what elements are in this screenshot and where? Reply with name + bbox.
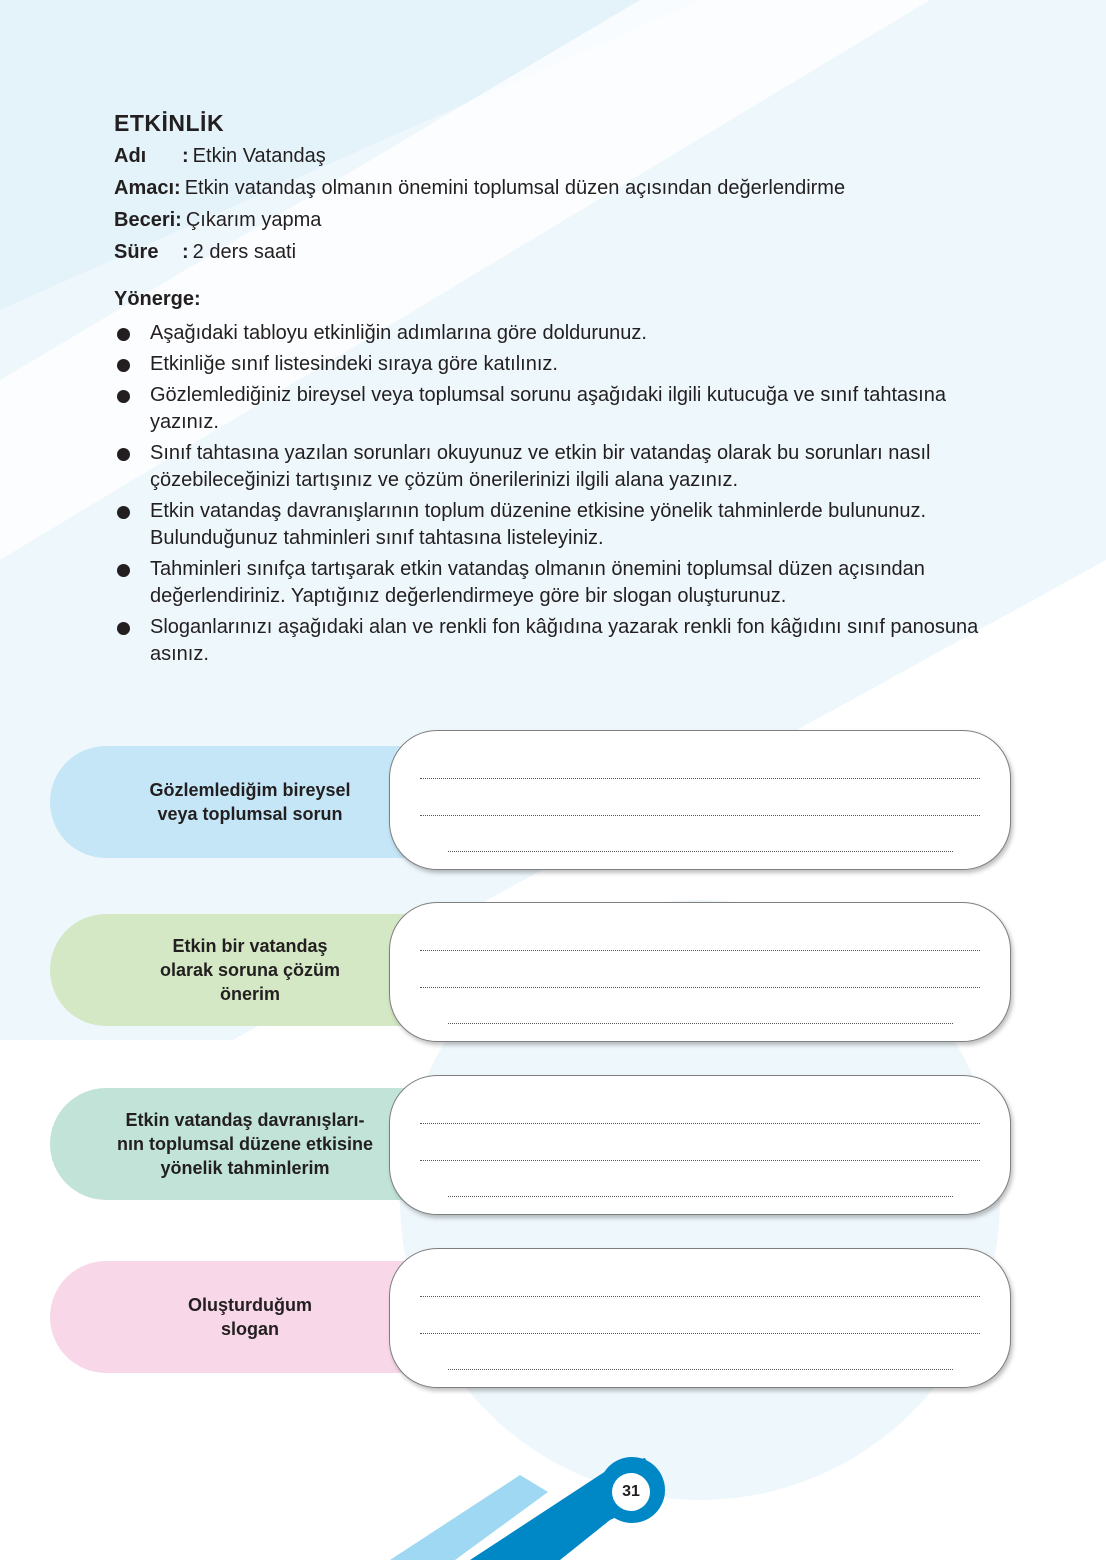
instructions-title: Yönerge: (114, 288, 201, 310)
instruction-text: Etkinliğe sınıf listesindeki sıraya göre katılınız. (150, 353, 558, 375)
instruction-item (114, 440, 994, 494)
meta-name-label: Adı (114, 145, 147, 167)
writing-line[interactable] (420, 815, 980, 816)
meta-skill-label: Beceri (114, 209, 176, 231)
writing-line[interactable] (420, 778, 980, 779)
meta-skill-row (114, 208, 321, 232)
bullet-dot-icon (117, 564, 130, 577)
meta-colon: : (182, 145, 189, 167)
writing-line[interactable] (420, 950, 980, 951)
row-label-text: Etkin bir vatandaş olarak soruna çözüm önerim (159, 936, 341, 1004)
meta-name-row (114, 144, 326, 168)
meta-purpose-value: Etkin vatandaş olmanın önemini toplumsal düzen açısından değerlendirme (184, 177, 846, 199)
instruction-text: Tahminleri sınıfça tartışarak etkin vatandaş olmanın önemini toplumsal düzen açısından değerlendiriniz. Yaptığınız değerlendirmeye göre bir slogan oluşturunuz. (150, 558, 925, 607)
writing-line[interactable] (448, 851, 953, 852)
instruction-item (114, 614, 994, 668)
bullet-dot-icon (117, 448, 130, 461)
worksheet-row-slogan (46, 1248, 1016, 1393)
bullet-dot-icon (117, 506, 130, 519)
writing-line[interactable] (448, 1369, 953, 1370)
instruction-item (114, 382, 994, 436)
worksheet-row-problem (46, 730, 1016, 875)
row-label-text: Oluşturduğum slogan (188, 1295, 312, 1339)
instruction-item (114, 498, 994, 552)
meta-purpose-label: Amacı (114, 177, 175, 199)
instructions-list (114, 320, 994, 672)
activity-heading: ETKİNLİK (114, 110, 225, 136)
page-number: 31 (612, 1473, 650, 1511)
bullet-dot-icon (117, 622, 130, 635)
answer-box[interactable] (389, 730, 1011, 870)
meta-duration-label: Süre (114, 241, 159, 263)
worksheet-row-solution (46, 902, 1016, 1047)
instruction-text: Sınıf tahtasına yazılan sorunları okuyunuz ve etkin bir vatandaş olarak bu sorunları nasıl çözebileceğinizi tartışınız ve çözüm önerilerinizi ilgili alana yazınız. (150, 442, 931, 491)
instruction-text: Gözlemlediğiniz bireysel veya toplumsal sorunu aşağıdaki ilgili kutucuğa ve sınıf tahtasına yazınız. (150, 384, 946, 433)
instruction-text: Aşağıdaki tabloyu etkinliğin adımlarına göre doldurunuz. (150, 322, 647, 344)
meta-colon: : (182, 241, 189, 263)
instruction-text: Etkin vatandaş davranışlarının toplum düzenine etkisine yönelik tahminlerde bulununuz. Bulunduğunuz tahminleri sınıf tahtasına listeleyiniz. (150, 500, 927, 549)
bullet-dot-icon (117, 390, 130, 403)
instruction-item (114, 556, 994, 610)
writing-line[interactable] (420, 1333, 980, 1334)
writing-line[interactable] (420, 1123, 980, 1124)
instruction-item (114, 320, 994, 347)
instruction-text: Sloganlarınızı aşağıdaki alan ve renkli fon kâğıdına yazarak renkli fon kâğıdını sınıf panosuna asınız. (150, 616, 979, 665)
bullet-dot-icon (117, 359, 130, 372)
meta-colon: : (174, 177, 181, 199)
worksheet-row-predictions (46, 1075, 1016, 1220)
meta-colon: : (175, 209, 182, 231)
meta-purpose-row (114, 176, 845, 200)
meta-duration-row (114, 240, 296, 264)
answer-box[interactable] (389, 1075, 1011, 1215)
meta-skill-value: Çıkarım yapma (185, 209, 322, 231)
meta-duration-value: 2 ders saati (192, 241, 297, 263)
answer-box[interactable] (389, 1248, 1011, 1388)
instruction-item (114, 351, 994, 378)
meta-name-value: Etkin Vatandaş (192, 145, 326, 167)
bullet-dot-icon (117, 328, 130, 341)
writing-line[interactable] (448, 1023, 953, 1024)
row-label-text: Etkin vatandaş davranışları- nın toplumsal düzene etkisine yönelik tahminlerim (116, 1110, 374, 1178)
writing-line[interactable] (420, 1296, 980, 1297)
row-label-text: Gözlemlediğim bireysel veya toplumsal sorun (149, 780, 351, 824)
writing-line[interactable] (448, 1196, 953, 1197)
answer-box[interactable] (389, 902, 1011, 1042)
writing-line[interactable] (420, 987, 980, 988)
writing-line[interactable] (420, 1160, 980, 1161)
